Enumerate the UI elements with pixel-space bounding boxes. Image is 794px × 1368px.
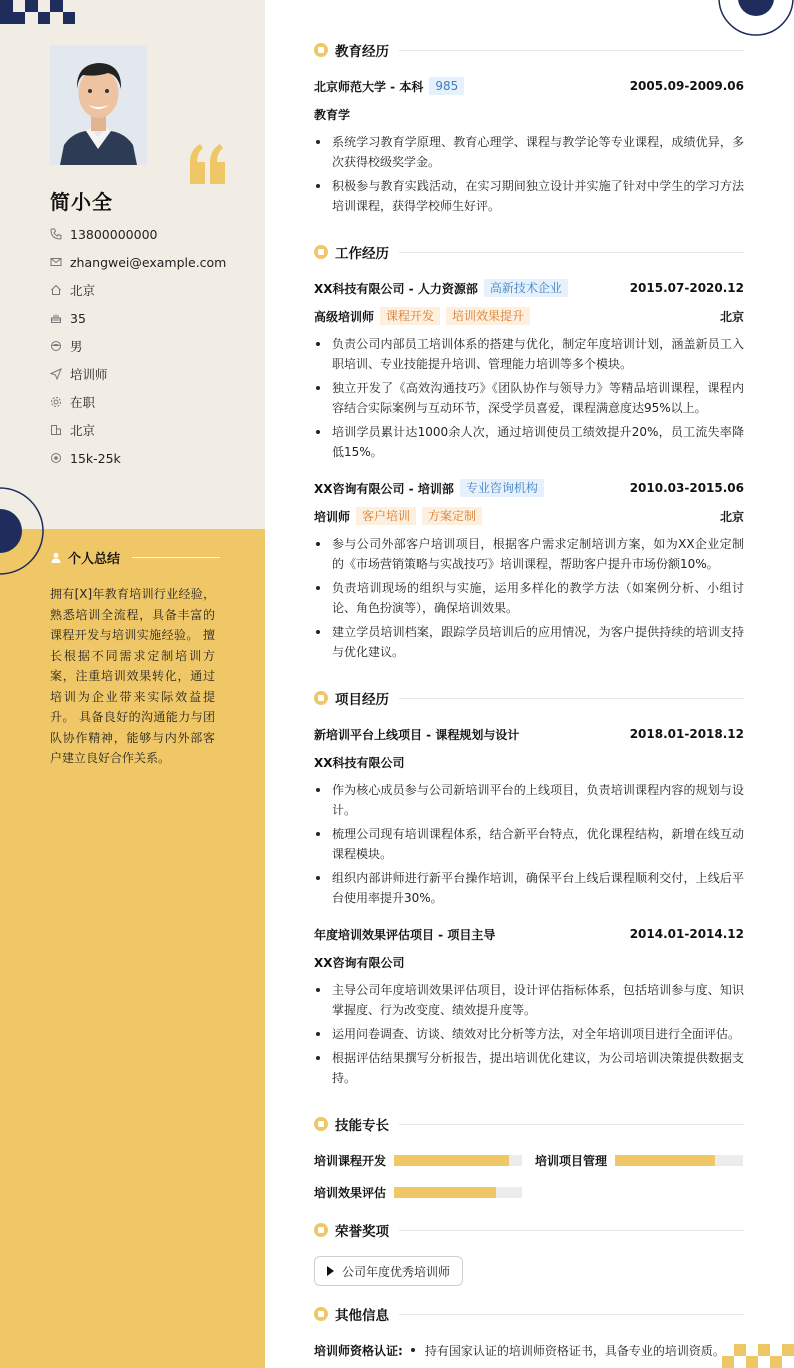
candidate-name: 简小全: [50, 190, 113, 214]
user-icon: [50, 552, 62, 564]
role-tag: 客户培训: [356, 507, 416, 525]
skill-bar-fill: [394, 1155, 509, 1166]
list-item: 梳理公司现有培训课程体系，结合新平台特点，优化课程结构，新增在线互动课程模块。: [314, 824, 744, 864]
list-item: 独立开发了《高效沟通技巧》《团队协作与领导力》等精品培训课程，课程内容结合实际案例与互动环节，深受学员喜爱，课程满意度达95%以上。: [314, 378, 744, 418]
job-bullets: [314, 334, 744, 466]
gear-icon: [50, 396, 62, 408]
skill-name: 培训课程开发: [314, 1153, 387, 1168]
skill-bar: [615, 1155, 743, 1166]
project-bullets: [314, 780, 744, 912]
status-value: 在职: [70, 395, 96, 410]
project-icon: [314, 691, 328, 705]
trophy-icon: [314, 1223, 328, 1237]
phone-icon: [50, 228, 62, 240]
coin-icon: [50, 452, 62, 464]
list-item: 系统学习教育学原理、教育心理学、课程与教学论等专业课程，成绩优异，多次获得校级奖学金。: [314, 132, 744, 172]
section-work-header: [314, 242, 744, 262]
list-item: 根据评估结果撰写分析报告，提出培训优化建议，为公司培训决策提供数据支持。: [314, 1048, 744, 1088]
major-row: [314, 104, 744, 124]
info-email: [50, 248, 250, 276]
section-projects-header: [314, 688, 744, 708]
salary-value: 15k-25k: [70, 450, 121, 466]
info-gender: [50, 332, 250, 360]
school-tag: 985: [429, 77, 464, 95]
list-item: 主导公司年度培训效果评估项目，设计评估指标体系，包括培训参与度、知识掌握度、行为改变度、绩效提升度等。: [314, 980, 744, 1020]
circle-decoration-top-right: [718, 0, 794, 38]
list-item: 负责培训现场的组织与实施，运用多样化的教学方法（如案例分析、小组讨论、角色扮演等），确保培训效果。: [314, 578, 744, 618]
section-title: 工作经历: [335, 246, 389, 262]
job-city: 北京: [719, 509, 744, 524]
info-icon: [314, 1307, 328, 1321]
list-item: 积极参与教育实践活动，在实习期间独立设计并实施了针对中学生的学习方法培训课程，获得学校师生好评。: [314, 176, 744, 216]
job-city: 北京: [719, 309, 744, 324]
email-value: zhangwei@example.com: [70, 254, 227, 270]
other-label: 培训师资格认证:: [314, 1343, 403, 1358]
info-status: [50, 388, 250, 416]
summary-header: [50, 548, 220, 567]
position-value: 培训师: [70, 367, 108, 382]
cake-icon: [50, 312, 62, 324]
education-icon: [314, 43, 328, 57]
role-tag: 课程开发: [380, 307, 440, 325]
bullet-dot: [411, 1348, 415, 1352]
project-org: XX咨询有限公司: [314, 955, 405, 970]
project-org: XX科技有限公司: [314, 755, 405, 770]
info-location: [50, 276, 250, 304]
list-item: 建立学员培训档案，跟踪学员培训后的应用情况，为客户提供持续的培训支持与优化建议。: [314, 622, 744, 662]
job-row: [314, 278, 744, 298]
education-bullets: [314, 132, 744, 220]
summary-text: 拥有[X]年教育培训行业经验，熟悉培训全流程，具备丰富的课程开发与培训实施经验。 擅长根据不同需求定制培训方案，注重培训效果转化，通过培训为企业带来实际效益提升。 具备良好的沟通能力与团队协作精神，能够与内外部客户建立良好合作关系。: [50, 587, 215, 765]
company-tag: 专业咨询机构: [460, 479, 544, 497]
role-tag: 培训效果提升: [446, 307, 530, 325]
section-divider: [399, 1230, 744, 1231]
section-title: 其他信息: [335, 1308, 389, 1324]
avatar-photo: [50, 45, 147, 165]
project-bullets: [314, 980, 744, 1092]
home-icon: [50, 284, 62, 296]
skill-name: 培训项目管理: [535, 1153, 608, 1168]
gender-icon: [50, 340, 62, 352]
skill-item: [314, 1150, 522, 1170]
list-item: 参与公司外部客户培训项目，根据客户需求定制培训方案，如为XX企业定制的《市场营销策略与实战技巧》培训课程，帮助客户提升市场份额10%。: [314, 534, 744, 574]
list-item: 作为核心成员参与公司新培训平台的上线项目，负责培训课程内容的规划与设计。: [314, 780, 744, 820]
role-tag: 方案定制: [422, 507, 482, 525]
company-tag: 高新技术企业: [484, 279, 568, 297]
job-role: 高级培训师: [314, 309, 375, 324]
section-divider: [399, 50, 744, 51]
section-title: 教育经历: [335, 44, 389, 60]
education-date: 2005.09-2009.06: [629, 79, 744, 93]
gender-value: 男: [70, 339, 83, 354]
section-skills-header: [314, 1114, 744, 1134]
award-item[interactable]: [314, 1256, 463, 1286]
section-divider: [399, 252, 744, 253]
play-icon: [327, 1266, 334, 1276]
skill-item: [535, 1150, 743, 1170]
school-name: 北京师范大学 - 本科: [314, 79, 424, 94]
project-org-row: [314, 952, 744, 972]
project-date: 2014.01-2014.12: [629, 927, 744, 941]
major: 教育学: [314, 107, 351, 122]
project-date: 2018.01-2018.12: [629, 727, 744, 741]
section-awards-header: [314, 1220, 744, 1240]
award-name: 公司年度优秀培训师: [342, 1264, 451, 1279]
project-row: [314, 924, 744, 944]
project-name: 新培训平台上线项目 - 课程规划与设计: [314, 727, 520, 742]
other-info-row: [314, 1340, 725, 1360]
project-name: 年度培训效果评估项目 - 项目主导: [314, 927, 496, 942]
section-education-header: [314, 40, 744, 60]
skill-bar-fill: [615, 1155, 715, 1166]
briefcase-icon: [314, 245, 328, 259]
section-other-header: [314, 1304, 744, 1324]
skill-name: 培训效果评估: [314, 1185, 387, 1200]
building-icon: [50, 424, 62, 436]
info-target-city: [50, 416, 250, 444]
quote-mark-icon: [188, 140, 228, 185]
job-date: 2015.07-2020.12: [629, 281, 744, 295]
info-age: [50, 304, 250, 332]
job-row: [314, 478, 744, 498]
section-title: 荣誉奖项: [335, 1224, 389, 1240]
section-title: 技能专长: [335, 1118, 389, 1134]
section-divider: [399, 1314, 744, 1315]
info-phone: [50, 220, 250, 248]
summary-divider: [132, 557, 220, 558]
list-item: 培训学员累计达1000余人次，通过培训使员工绩效提升20%，员工流失率降低15%。: [314, 422, 744, 462]
send-icon: [50, 368, 62, 380]
summary-title: 个人总结: [68, 552, 121, 567]
job-company: XX科技有限公司 - 人力资源部: [314, 281, 478, 296]
job-bullets: [314, 534, 744, 666]
checker-decoration-top-left: [0, 0, 75, 24]
target-city-value: 北京: [70, 423, 96, 438]
section-divider: [399, 1124, 744, 1125]
location-value: 北京: [70, 283, 96, 298]
skill-item: [314, 1182, 522, 1202]
checker-decoration-bottom-right: [722, 1344, 794, 1368]
skill-bar-fill: [394, 1187, 496, 1198]
other-value: 持有国家认证的培训师资格证书，具备专业的培训资质。: [424, 1343, 725, 1358]
section-title: 项目经历: [335, 692, 389, 708]
project-row: [314, 724, 744, 744]
skill-bar: [394, 1187, 522, 1198]
list-item: 负责公司内部员工培训体系的搭建与优化，制定年度培训计划，涵盖新员工入职培训、专业技能提升培训、管理能力培训等多个模块。: [314, 334, 744, 374]
job-date: 2010.03-2015.06: [629, 481, 744, 495]
job-role-row: [314, 306, 744, 326]
list-item: 运用问卷调查、访谈、绩效对比分析等方法，对全年培训项目进行全面评估。: [314, 1024, 744, 1044]
mail-icon: [50, 256, 62, 268]
section-divider: [399, 698, 744, 699]
skill-icon: [314, 1117, 328, 1131]
phone-value: 13800000000: [70, 226, 158, 242]
project-org-row: [314, 752, 744, 772]
list-item: 组织内部讲师进行新平台操作培训，确保平台上线后课程顺利交付，上线后平台使用率提升30%。: [314, 868, 744, 908]
job-role: 培训师: [314, 509, 351, 524]
age-value: 35: [70, 310, 86, 326]
job-role-row: [314, 506, 744, 526]
job-company: XX咨询有限公司 - 培训部: [314, 481, 454, 496]
education-row: [314, 76, 744, 96]
skill-bar: [394, 1155, 522, 1166]
info-salary: [50, 444, 250, 472]
info-position: [50, 360, 250, 388]
